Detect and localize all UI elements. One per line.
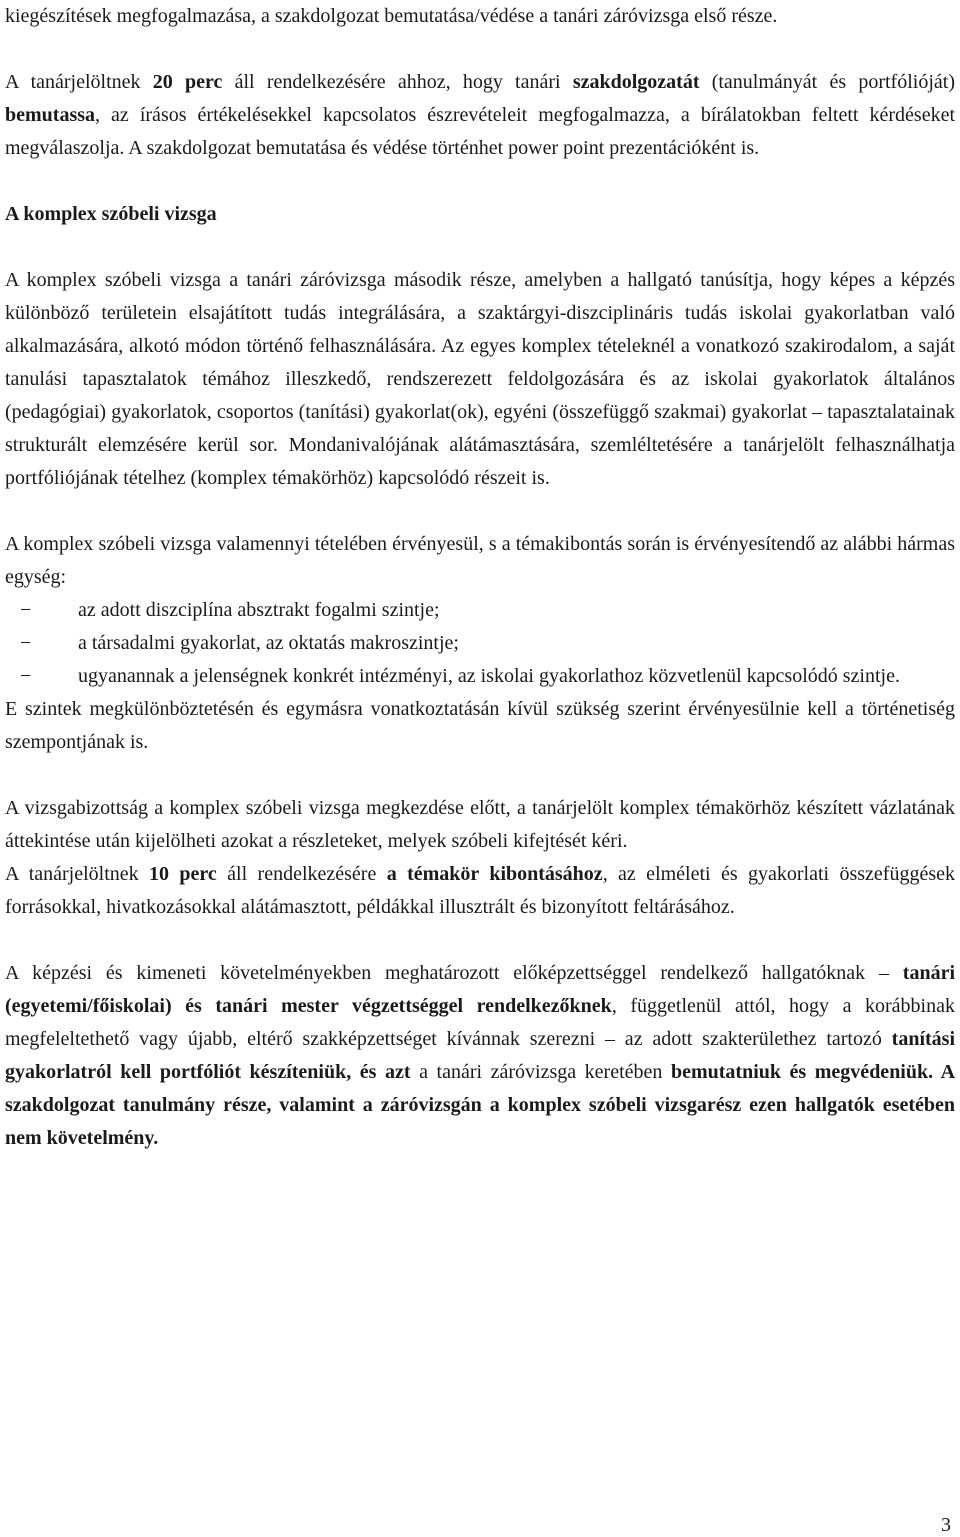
list-item (5, 627, 955, 660)
text-run: áll rendelkezésére (216, 863, 387, 885)
bold-run: szakdolgozatát (572, 71, 700, 93)
spacer (5, 924, 955, 957)
spacer (5, 33, 955, 66)
intro-text: kiegészítések megfogalmazása, a szakdolgozat bemutatása/védése a tanári záróvizsga első része. (5, 5, 778, 27)
paragraph-thesis-defense (5, 66, 955, 165)
dash-bullet-icon: − (20, 665, 32, 687)
spacer (5, 231, 955, 264)
list-item-text: ugyanannak a jelenségnek konkrét intézményi, az iskolai gyakorlathoz közvetlenül kapcsolódó szintje. (78, 665, 900, 687)
list-item (5, 594, 955, 627)
text-run: A képzési és kimeneti követelményekben meghatározott előképzettséggel rendelkező hallgatóknak – (5, 962, 903, 984)
spacer (5, 165, 955, 198)
spacer (5, 495, 955, 528)
text-run: A tanárjelöltnek (5, 71, 153, 93)
list-item-text: a társadalmi gyakorlat, az oktatás makroszintje; (78, 632, 459, 654)
bold-run: tanítási gyakorlatról kell portfóliót készíteniük, és azt (5, 1028, 955, 1083)
dash-bullet-icon: − (20, 632, 32, 654)
document-body (5, 0, 955, 1155)
text-run: , függetlenül attól, hogy a korábbinak megfeleltethető vagy újabb, eltérő szakképzettséget kívánnak szerezni – az adott szakterülethez tartozó (5, 995, 955, 1050)
bold-run: 10 perc (149, 863, 217, 885)
paragraph-topic-time (5, 858, 955, 924)
paragraph-oral-exam: A komplex szóbeli vizsga a tanári záróvizsga második része, amelyben a hallgató tanúsítja, hogy képes a képzés különböző területein elsajátított tudás integrálására, a szaktárgyi-diszciplináris tudás iskolai gyakorlatban való alkalmazására, alkotó módon történő felhasználására. Az egyes komplex tételeknél a vonatkozó szakirodalom, a saját tanulási tapasztalatok témához illeszkedő, rendszerezett feldolgozására és az iskolai gyakorlatok általános (pedagógiai) gyakorlatok, csoportos (tanítási) gyakorlat(ok), egyéni (összefüggő szakmai) gyakorlat – tapasztalatainak strukturált elemzésére kerül sor. Mondanivalójának alátámasztására, szemléltetésére a tanárjelölt felhasználhatja portfóliójának tételhez (komplex témakörhöz) kapcsolódó részeit is. (5, 269, 955, 489)
dash-list (5, 594, 955, 693)
paragraph-triple-unit: A komplex szóbeli vizsga valamennyi tételében érvényesül, s a témakibontás során is érvényesítendő az alábbi hármas egység: (5, 533, 955, 588)
list-item-text: az adott diszciplína absztrakt fogalmi szintje; (78, 599, 440, 621)
intro-paragraph (5, 0, 955, 33)
text-run: (tanulmányát és portfólióját) (699, 71, 955, 93)
paragraph-committee: A vizsgabizottság a komplex szóbeli vizsga megkezdése előtt, a tanárjelölt komplex témakörhöz készített vázlatának áttekintése után kijelölheti azokat a részleteket, melyek szóbeli kifejtését kéri. (5, 797, 955, 852)
list-item (5, 660, 955, 693)
page-number: 3 (941, 1514, 951, 1536)
text-run: áll rendelkezésére ahhoz, hogy tanári (222, 71, 573, 93)
dash-bullet-icon: − (20, 599, 32, 621)
text-run: , az írásos értékelésekkel kapcsolatos észrevételeit megfogalmazza, a bírálatokban feltett kérdéseket megválaszolja. A szakdolgozat bemutatása és védése történhet power point prezentációként is. (5, 104, 955, 159)
text-run: A tanárjelöltnek (5, 863, 150, 885)
section-heading: A komplex szóbeli vizsga (5, 203, 217, 225)
paragraph-historicity: E szintek megkülönböztetésén és egymásra vonatkoztatásán kívül szükség szerint érvényesülnie kell a történetiség szempontjának is. (5, 698, 955, 753)
bold-run: tanári (egyetemi/főiskolai) és tanári mester végzettséggel rendelkezőknek (5, 962, 955, 1017)
text-run: a tanári záróvizsga keretében (410, 1061, 671, 1083)
bold-run: 20 perc (152, 71, 223, 93)
paragraph-portfolio-requirement (5, 957, 955, 1155)
spacer (5, 759, 955, 792)
bold-run: bemutatniuk és megvédeniük. A szakdolgozat tanulmány része, valamint a záróvizsgán a komplex szóbeli vizsgarész ezen hallgatók esetében nem követelmény. (5, 1061, 956, 1149)
bold-run: a témakör kibontásához (386, 863, 603, 885)
text-run: , az elméleti és gyakorlati összefüggések forrásokkal, hivatkozásokkal alátámasztott, példákkal illusztrált és bizonyított feltárásához. (5, 863, 955, 918)
bold-run: bemutassa (5, 104, 96, 126)
